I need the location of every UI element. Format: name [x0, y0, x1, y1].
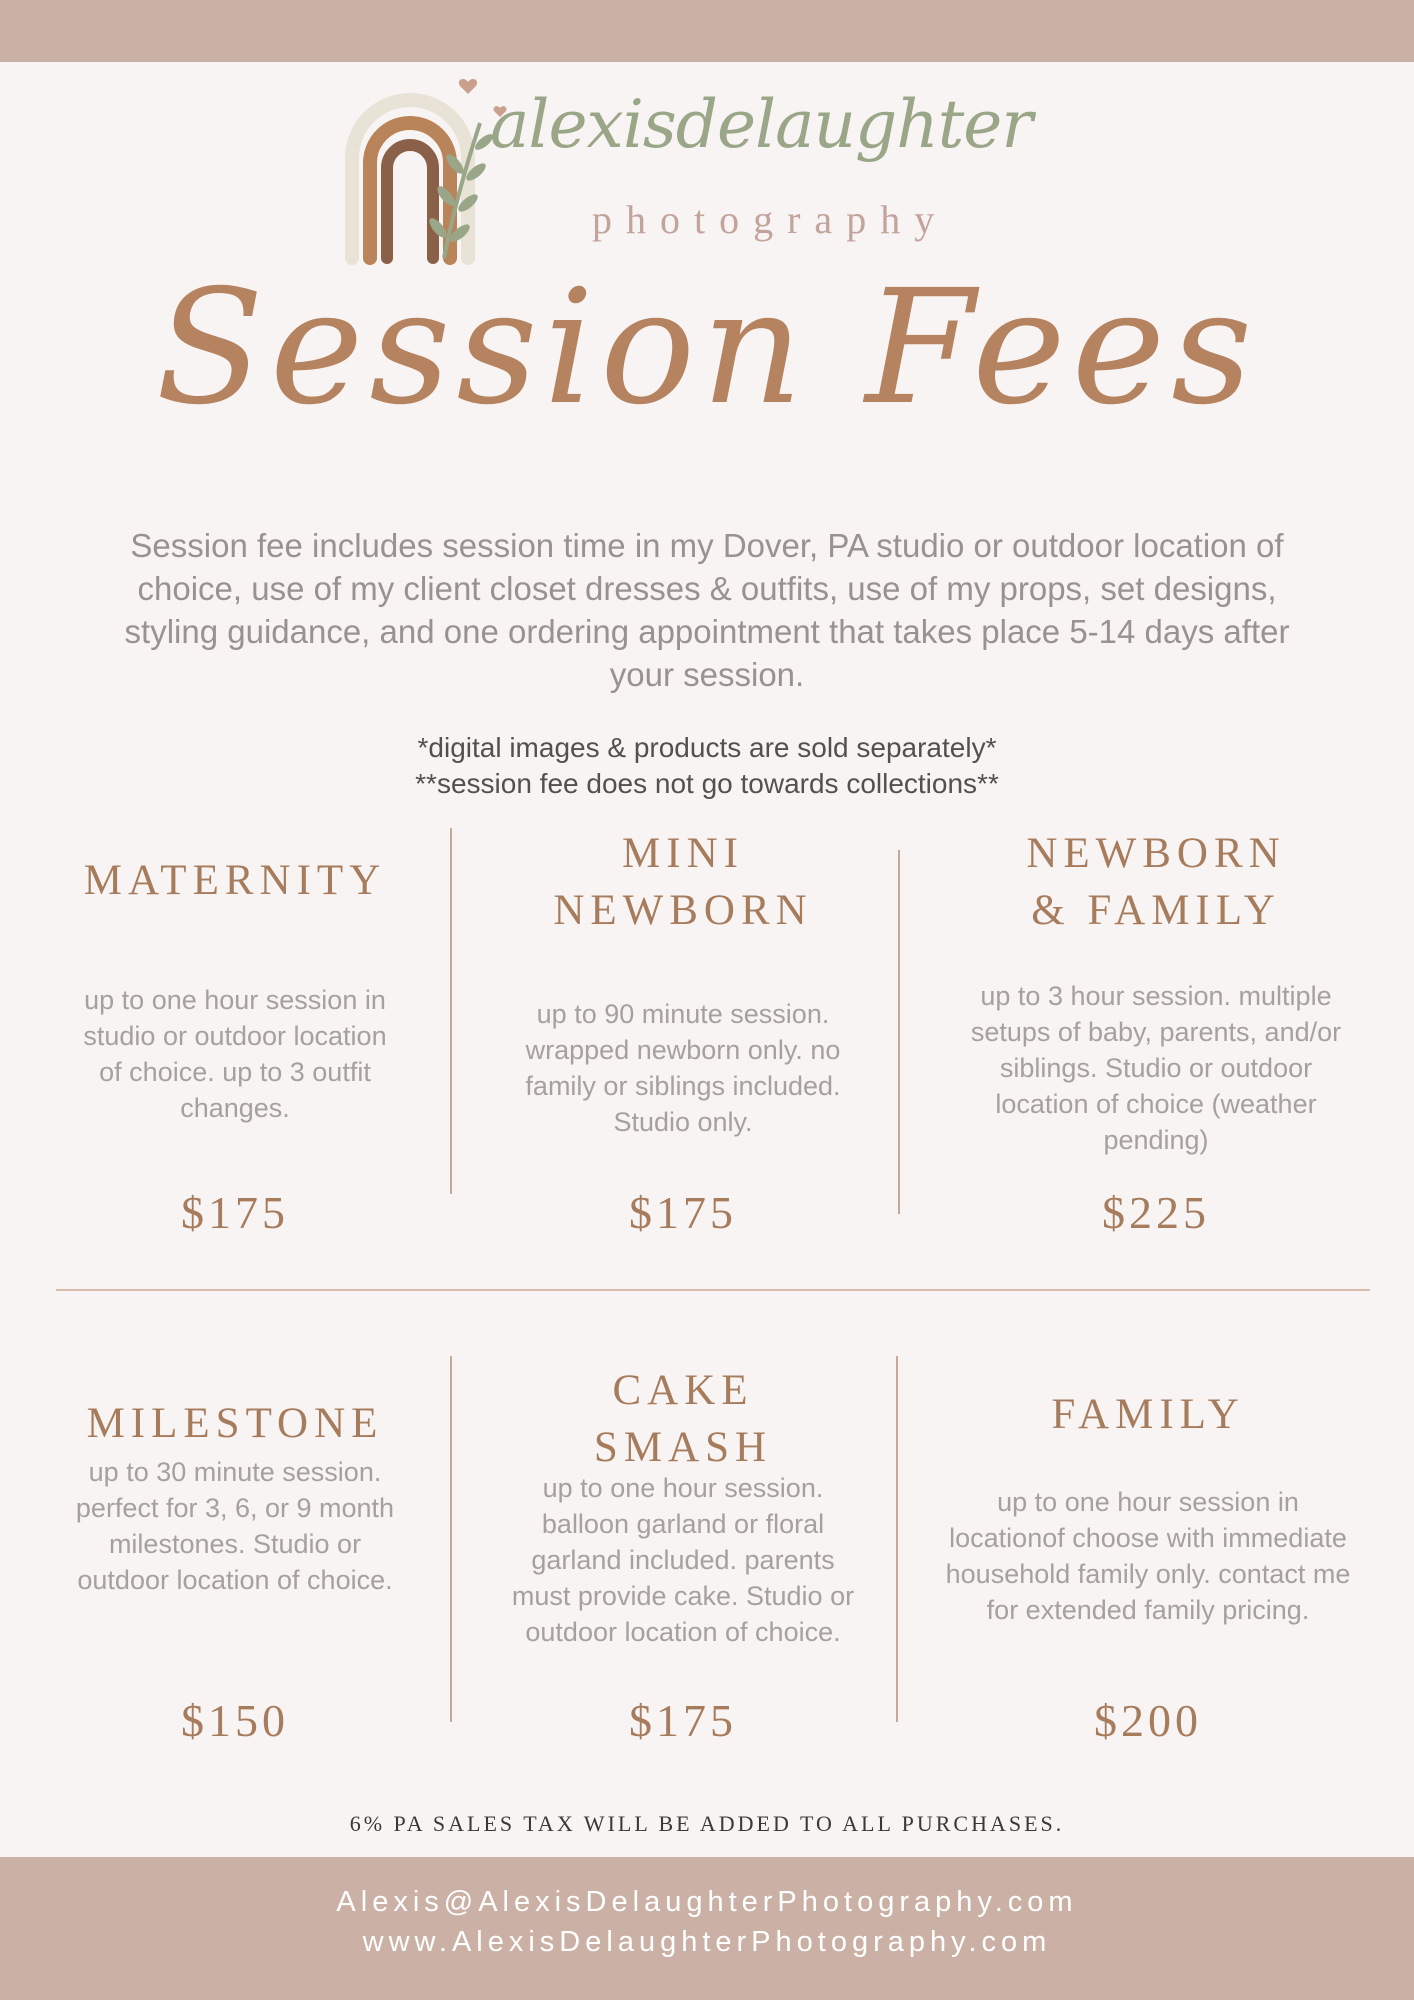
column-divider: [896, 1356, 898, 1722]
intro-paragraph: Session fee includes session time in my Dover, PA studio or outdoor location of choice, use of my client closet dresses & outfits, use of my props, set designs, styling guidance, and one ordering appointment that takes place 5-14 days after your session.: [124, 527, 1290, 693]
brand-name: alexisdelaughter: [490, 86, 1032, 163]
contact-website[interactable]: www.AlexisDelaughterPhotography.com: [362, 1926, 1052, 1958]
rainbow-logo-icon: [340, 68, 510, 268]
session-name: MILESTONE: [86, 1400, 384, 1447]
note-line-2: **session fee does not go towards collections**: [415, 768, 999, 799]
column-divider: [898, 850, 900, 1214]
session-price: $175: [629, 1187, 737, 1238]
row-divider: [56, 1289, 1370, 1291]
session-description: up to 30 minute session. perfect for 3, 6, or 9 month milestones. Studio or outdoor location of choice.: [75, 1457, 395, 1595]
session-name: NEWBORN & FAMILY: [1026, 830, 1286, 934]
session-price: $175: [181, 1187, 289, 1238]
session-name: CAKE SMASH: [593, 1367, 773, 1471]
session-name: FAMILY: [1051, 1391, 1245, 1438]
contact-email[interactable]: Alexis@AlexisDelaughterPhotography.com: [336, 1886, 1078, 1918]
brand-logo: [340, 68, 1080, 268]
brand-tagline: photography: [592, 197, 949, 242]
notes: [110, 730, 1304, 802]
page-title: Session Fees: [155, 256, 1259, 440]
column-divider: [450, 1356, 452, 1722]
top-color-band: [0, 0, 1414, 62]
session-price: $225: [1102, 1187, 1210, 1238]
column-divider: [450, 828, 452, 1194]
session-description: up to one hour session. balloon garland or floral garland included. parents must provide cake. Studio or outdoor location of choice.: [511, 1473, 855, 1647]
session-description: up to 90 minute session. wrapped newborn only. no family or siblings included. Studio only.: [525, 999, 841, 1137]
session-name: MINI NEWBORN: [553, 830, 813, 934]
session-name: MATERNITY: [83, 857, 387, 904]
session-description: up to one hour session in locationof choose with immediate household family only. contact me for extended family pricing.: [945, 1487, 1351, 1625]
session-price: $175: [629, 1695, 737, 1746]
session-price: $200: [1094, 1695, 1202, 1746]
note-line-1: *digital images & products are sold separately*: [417, 732, 997, 763]
session-description: up to 3 hour session. multiple setups of baby, parents, and/or siblings. Studio or outdoor location of choice (weather pending): [970, 981, 1342, 1155]
tax-note: 6% PA SALES TAX WILL BE ADDED TO ALL PURCHASES.: [349, 1811, 1065, 1836]
contact-info: [0, 1882, 1414, 1962]
session-price: $150: [181, 1695, 289, 1746]
session-description: up to one hour session in studio or outdoor location of choice. up to 3 outfit changes.: [83, 985, 387, 1123]
